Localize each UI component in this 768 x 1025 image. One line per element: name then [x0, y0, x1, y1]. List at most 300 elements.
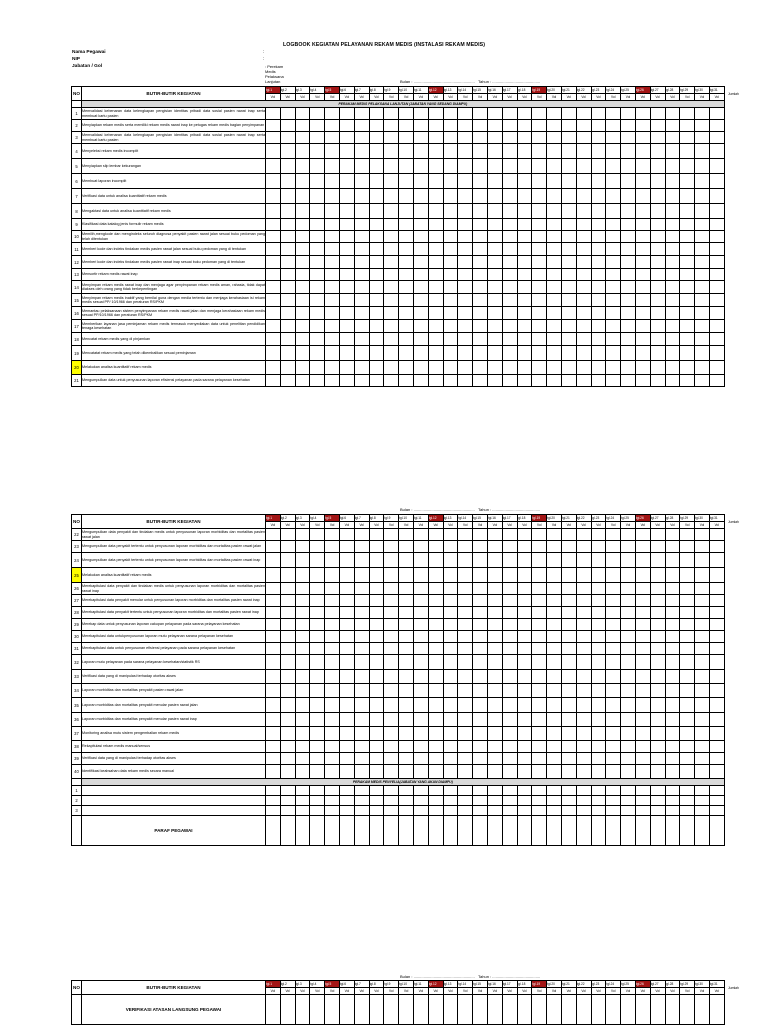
volume-entry-cell[interactable] — [369, 132, 384, 144]
volume-entry-cell[interactable] — [413, 243, 428, 256]
volume-entry-cell[interactable] — [428, 294, 443, 307]
volume-entry-cell[interactable] — [576, 796, 591, 806]
volume-entry-cell[interactable] — [399, 333, 414, 346]
volume-entry-cell[interactable] — [621, 595, 636, 607]
volume-entry-cell[interactable] — [310, 189, 325, 204]
volume-entry-cell[interactable] — [487, 231, 502, 243]
volume-entry-cell[interactable] — [280, 713, 295, 727]
volume-entry-cell[interactable] — [339, 375, 354, 387]
volume-entry-cell[interactable] — [473, 583, 488, 595]
volume-entry-cell[interactable] — [473, 568, 488, 583]
volume-entry-cell[interactable] — [695, 796, 710, 806]
volume-entry-cell[interactable] — [502, 753, 517, 765]
volume-entry-cell[interactable] — [532, 713, 547, 727]
volume-entry-cell[interactable] — [709, 786, 724, 796]
volume-entry-cell[interactable] — [591, 753, 606, 765]
volume-entry-cell[interactable] — [502, 189, 517, 204]
volume-entry-cell[interactable] — [502, 269, 517, 281]
verifikasi-cell[interactable] — [399, 995, 414, 1025]
paraf-cell[interactable] — [502, 816, 517, 846]
volume-entry-cell[interactable] — [295, 108, 310, 120]
volume-entry-cell[interactable] — [354, 727, 369, 741]
volume-entry-cell[interactable] — [576, 231, 591, 243]
volume-entry-cell[interactable] — [339, 753, 354, 765]
volume-entry-cell[interactable] — [354, 269, 369, 281]
volume-entry-cell[interactable] — [680, 595, 695, 607]
volume-entry-cell[interactable] — [517, 189, 532, 204]
volume-entry-cell[interactable] — [695, 307, 710, 320]
volume-entry-cell[interactable] — [709, 765, 724, 779]
volume-entry-cell[interactable] — [384, 741, 399, 753]
volume-entry-cell[interactable] — [502, 655, 517, 670]
volume-entry-cell[interactable] — [384, 204, 399, 219]
volume-entry-cell[interactable] — [680, 144, 695, 159]
volume-entry-cell[interactable] — [295, 294, 310, 307]
volume-entry-cell[interactable] — [458, 643, 473, 655]
volume-entry-cell[interactable] — [443, 670, 458, 684]
volume-entry-cell[interactable] — [517, 741, 532, 753]
volume-entry-cell[interactable] — [266, 174, 281, 189]
volume-entry-cell[interactable] — [280, 670, 295, 684]
paraf-cell[interactable] — [325, 816, 340, 846]
volume-entry-cell[interactable] — [413, 727, 428, 741]
volume-entry-cell[interactable] — [502, 307, 517, 320]
volume-entry-cell[interactable] — [428, 713, 443, 727]
volume-entry-cell[interactable] — [606, 189, 621, 204]
volume-entry-cell[interactable] — [561, 333, 576, 346]
volume-entry-cell[interactable] — [310, 320, 325, 333]
volume-entry-cell[interactable] — [591, 568, 606, 583]
volume-entry-cell[interactable] — [413, 159, 428, 174]
paraf-cell[interactable] — [473, 816, 488, 846]
volume-entry-cell[interactable] — [428, 806, 443, 816]
volume-entry-cell[interactable] — [591, 219, 606, 231]
volume-entry-cell[interactable] — [413, 670, 428, 684]
volume-entry-cell[interactable] — [695, 132, 710, 144]
volume-entry-cell[interactable] — [384, 219, 399, 231]
volume-entry-cell[interactable] — [339, 553, 354, 568]
volume-entry-cell[interactable] — [591, 269, 606, 281]
volume-entry-cell[interactable] — [266, 643, 281, 655]
volume-entry-cell[interactable] — [650, 346, 665, 361]
volume-entry-cell[interactable] — [339, 643, 354, 655]
volume-entry-cell[interactable] — [680, 375, 695, 387]
volume-entry-cell[interactable] — [695, 269, 710, 281]
volume-entry-cell[interactable] — [680, 684, 695, 698]
volume-entry-cell[interactable] — [295, 189, 310, 204]
volume-entry-cell[interactable] — [310, 583, 325, 595]
volume-entry-cell[interactable] — [310, 361, 325, 375]
volume-entry-cell[interactable] — [310, 806, 325, 816]
volume-entry-cell[interactable] — [473, 132, 488, 144]
volume-entry-cell[interactable] — [428, 607, 443, 619]
volume-entry-cell[interactable] — [709, 806, 724, 816]
volume-entry-cell[interactable] — [502, 541, 517, 553]
volume-entry-cell[interactable] — [621, 670, 636, 684]
volume-entry-cell[interactable] — [709, 375, 724, 387]
volume-entry-cell[interactable] — [339, 204, 354, 219]
volume-entry-cell[interactable] — [665, 765, 680, 779]
volume-entry-cell[interactable] — [487, 765, 502, 779]
volume-entry-cell[interactable] — [532, 256, 547, 269]
volume-entry-cell[interactable] — [295, 796, 310, 806]
volume-entry-cell[interactable] — [473, 256, 488, 269]
volume-entry-cell[interactable] — [591, 553, 606, 568]
volume-entry-cell[interactable] — [295, 727, 310, 741]
volume-entry-cell[interactable] — [650, 713, 665, 727]
volume-entry-cell[interactable] — [680, 553, 695, 568]
volume-entry-cell[interactable] — [532, 753, 547, 765]
volume-entry-cell[interactable] — [354, 595, 369, 607]
volume-entry-cell[interactable] — [650, 219, 665, 231]
volume-entry-cell[interactable] — [591, 595, 606, 607]
volume-entry-cell[interactable] — [266, 132, 281, 144]
volume-entry-cell[interactable] — [369, 120, 384, 132]
volume-entry-cell[interactable] — [547, 806, 562, 816]
volume-entry-cell[interactable] — [680, 727, 695, 741]
volume-entry-cell[interactable] — [591, 144, 606, 159]
volume-entry-cell[interactable] — [576, 631, 591, 643]
volume-entry-cell[interactable] — [458, 361, 473, 375]
volume-entry-cell[interactable] — [561, 553, 576, 568]
volume-entry-cell[interactable] — [517, 269, 532, 281]
volume-entry-cell[interactable] — [532, 698, 547, 713]
volume-entry-cell[interactable] — [650, 741, 665, 753]
volume-entry-cell[interactable] — [325, 294, 340, 307]
volume-entry-cell[interactable] — [458, 375, 473, 387]
volume-entry-cell[interactable] — [443, 541, 458, 553]
volume-entry-cell[interactable] — [339, 307, 354, 320]
volume-entry-cell[interactable] — [502, 568, 517, 583]
volume-entry-cell[interactable] — [709, 231, 724, 243]
volume-entry-cell[interactable] — [354, 243, 369, 256]
volume-entry-cell[interactable] — [428, 595, 443, 607]
volume-entry-cell[interactable] — [399, 346, 414, 361]
volume-entry-cell[interactable] — [532, 796, 547, 806]
volume-entry-cell[interactable] — [295, 375, 310, 387]
volume-entry-cell[interactable] — [680, 361, 695, 375]
volume-entry-cell[interactable] — [665, 333, 680, 346]
volume-entry-cell[interactable] — [354, 120, 369, 132]
volume-entry-cell[interactable] — [310, 553, 325, 568]
paraf-cell[interactable] — [517, 816, 532, 846]
volume-entry-cell[interactable] — [517, 753, 532, 765]
volume-entry-cell[interactable] — [650, 655, 665, 670]
volume-entry-cell[interactable] — [458, 698, 473, 713]
volume-entry-cell[interactable] — [621, 307, 636, 320]
volume-entry-cell[interactable] — [295, 619, 310, 631]
volume-entry-cell[interactable] — [606, 333, 621, 346]
volume-entry-cell[interactable] — [635, 529, 650, 541]
volume-entry-cell[interactable] — [280, 727, 295, 741]
volume-entry-cell[interactable] — [695, 231, 710, 243]
volume-entry-cell[interactable] — [443, 765, 458, 779]
volume-entry-cell[interactable] — [413, 786, 428, 796]
volume-entry-cell[interactable] — [532, 806, 547, 816]
volume-entry-cell[interactable] — [310, 753, 325, 765]
volume-entry-cell[interactable] — [473, 307, 488, 320]
volume-entry-cell[interactable] — [709, 219, 724, 231]
volume-entry-cell[interactable] — [650, 174, 665, 189]
volume-entry-cell[interactable] — [591, 541, 606, 553]
volume-entry-cell[interactable] — [413, 619, 428, 631]
volume-entry-cell[interactable] — [591, 583, 606, 595]
volume-entry-cell[interactable] — [650, 698, 665, 713]
volume-entry-cell[interactable] — [369, 231, 384, 243]
volume-entry-cell[interactable] — [709, 269, 724, 281]
volume-entry-cell[interactable] — [384, 281, 399, 294]
volume-entry-cell[interactable] — [621, 529, 636, 541]
volume-entry-cell[interactable] — [473, 765, 488, 779]
volume-entry-cell[interactable] — [473, 269, 488, 281]
volume-entry-cell[interactable] — [280, 607, 295, 619]
volume-entry-cell[interactable] — [709, 698, 724, 713]
volume-entry-cell[interactable] — [369, 541, 384, 553]
volume-entry-cell[interactable] — [561, 786, 576, 796]
volume-entry-cell[interactable] — [709, 281, 724, 294]
volume-entry-cell[interactable] — [650, 670, 665, 684]
volume-entry-cell[interactable] — [266, 607, 281, 619]
volume-entry-cell[interactable] — [650, 727, 665, 741]
volume-entry-cell[interactable] — [635, 132, 650, 144]
volume-entry-cell[interactable] — [591, 806, 606, 816]
volume-entry-cell[interactable] — [665, 256, 680, 269]
volume-entry-cell[interactable] — [606, 655, 621, 670]
volume-entry-cell[interactable] — [517, 120, 532, 132]
volume-entry-cell[interactable] — [354, 607, 369, 619]
volume-entry-cell[interactable] — [547, 189, 562, 204]
volume-entry-cell[interactable] — [443, 231, 458, 243]
volume-entry-cell[interactable] — [443, 189, 458, 204]
volume-entry-cell[interactable] — [280, 120, 295, 132]
volume-entry-cell[interactable] — [428, 120, 443, 132]
volume-entry-cell[interactable] — [547, 595, 562, 607]
volume-entry-cell[interactable] — [695, 204, 710, 219]
volume-entry-cell[interactable] — [665, 132, 680, 144]
volume-entry-cell[interactable] — [325, 269, 340, 281]
volume-entry-cell[interactable] — [635, 361, 650, 375]
volume-entry-cell[interactable] — [280, 684, 295, 698]
volume-entry-cell[interactable] — [591, 281, 606, 294]
volume-entry-cell[interactable] — [665, 120, 680, 132]
volume-entry-cell[interactable] — [458, 333, 473, 346]
volume-entry-cell[interactable] — [443, 219, 458, 231]
volume-entry-cell[interactable] — [709, 741, 724, 753]
volume-entry-cell[interactable] — [280, 320, 295, 333]
paraf-cell[interactable] — [428, 816, 443, 846]
volume-entry-cell[interactable] — [561, 256, 576, 269]
volume-entry-cell[interactable] — [310, 670, 325, 684]
volume-entry-cell[interactable] — [680, 120, 695, 132]
volume-entry-cell[interactable] — [650, 796, 665, 806]
volume-entry-cell[interactable] — [325, 684, 340, 698]
volume-entry-cell[interactable] — [428, 189, 443, 204]
volume-entry-cell[interactable] — [280, 375, 295, 387]
volume-entry-cell[interactable] — [458, 765, 473, 779]
volume-entry-cell[interactable] — [339, 655, 354, 670]
volume-entry-cell[interactable] — [606, 796, 621, 806]
volume-entry-cell[interactable] — [443, 684, 458, 698]
volume-entry-cell[interactable] — [576, 375, 591, 387]
volume-entry-cell[interactable] — [310, 120, 325, 132]
volume-entry-cell[interactable] — [369, 108, 384, 120]
volume-entry-cell[interactable] — [502, 684, 517, 698]
volume-entry-cell[interactable] — [428, 108, 443, 120]
volume-entry-cell[interactable] — [680, 619, 695, 631]
volume-entry-cell[interactable] — [695, 333, 710, 346]
volume-entry-cell[interactable] — [280, 786, 295, 796]
volume-entry-cell[interactable] — [547, 643, 562, 655]
volume-entry-cell[interactable] — [428, 231, 443, 243]
volume-entry-cell[interactable] — [266, 346, 281, 361]
volume-entry-cell[interactable] — [487, 375, 502, 387]
volume-entry-cell[interactable] — [428, 333, 443, 346]
volume-entry-cell[interactable] — [621, 375, 636, 387]
volume-entry-cell[interactable] — [310, 243, 325, 256]
volume-entry-cell[interactable] — [310, 294, 325, 307]
volume-entry-cell[interactable] — [606, 786, 621, 796]
volume-entry-cell[interactable] — [591, 619, 606, 631]
volume-entry-cell[interactable] — [576, 294, 591, 307]
volume-entry-cell[interactable] — [532, 269, 547, 281]
volume-entry-cell[interactable] — [517, 806, 532, 816]
volume-entry-cell[interactable] — [473, 333, 488, 346]
volume-entry-cell[interactable] — [310, 727, 325, 741]
volume-entry-cell[interactable] — [384, 108, 399, 120]
volume-entry-cell[interactable] — [413, 174, 428, 189]
volume-entry-cell[interactable] — [502, 375, 517, 387]
volume-entry-cell[interactable] — [532, 595, 547, 607]
volume-entry-cell[interactable] — [458, 269, 473, 281]
volume-entry-cell[interactable] — [517, 595, 532, 607]
volume-entry-cell[interactable] — [502, 713, 517, 727]
paraf-cell[interactable] — [635, 816, 650, 846]
volume-entry-cell[interactable] — [280, 741, 295, 753]
volume-entry-cell[interactable] — [325, 786, 340, 796]
volume-entry-cell[interactable] — [606, 108, 621, 120]
volume-entry-cell[interactable] — [532, 320, 547, 333]
volume-entry-cell[interactable] — [517, 159, 532, 174]
volume-entry-cell[interactable] — [621, 361, 636, 375]
volume-entry-cell[interactable] — [339, 243, 354, 256]
volume-entry-cell[interactable] — [443, 796, 458, 806]
volume-entry-cell[interactable] — [532, 619, 547, 631]
volume-entry-cell[interactable] — [458, 346, 473, 361]
volume-entry-cell[interactable] — [709, 631, 724, 643]
activity-entry-cell[interactable] — [82, 796, 266, 806]
volume-entry-cell[interactable] — [266, 243, 281, 256]
volume-entry-cell[interactable] — [325, 189, 340, 204]
volume-entry-cell[interactable] — [517, 204, 532, 219]
volume-entry-cell[interactable] — [561, 294, 576, 307]
volume-entry-cell[interactable] — [399, 607, 414, 619]
volume-entry-cell[interactable] — [650, 189, 665, 204]
volume-entry-cell[interactable] — [680, 320, 695, 333]
volume-entry-cell[interactable] — [428, 643, 443, 655]
volume-entry-cell[interactable] — [354, 670, 369, 684]
verifikasi-cell[interactable] — [502, 995, 517, 1025]
volume-entry-cell[interactable] — [665, 607, 680, 619]
volume-entry-cell[interactable] — [280, 189, 295, 204]
volume-entry-cell[interactable] — [665, 307, 680, 320]
volume-entry-cell[interactable] — [369, 786, 384, 796]
verifikasi-cell[interactable] — [709, 995, 724, 1025]
volume-entry-cell[interactable] — [591, 231, 606, 243]
volume-entry-cell[interactable] — [561, 727, 576, 741]
volume-entry-cell[interactable] — [443, 583, 458, 595]
volume-entry-cell[interactable] — [295, 204, 310, 219]
volume-entry-cell[interactable] — [399, 643, 414, 655]
volume-entry-cell[interactable] — [621, 108, 636, 120]
volume-entry-cell[interactable] — [266, 595, 281, 607]
volume-entry-cell[interactable] — [458, 189, 473, 204]
volume-entry-cell[interactable] — [339, 361, 354, 375]
volume-entry-cell[interactable] — [310, 765, 325, 779]
volume-entry-cell[interactable] — [280, 595, 295, 607]
volume-entry-cell[interactable] — [547, 741, 562, 753]
volume-entry-cell[interactable] — [384, 595, 399, 607]
volume-entry-cell[interactable] — [695, 684, 710, 698]
volume-entry-cell[interactable] — [384, 553, 399, 568]
volume-entry-cell[interactable] — [384, 529, 399, 541]
volume-entry-cell[interactable] — [680, 174, 695, 189]
volume-entry-cell[interactable] — [532, 189, 547, 204]
volume-entry-cell[interactable] — [295, 553, 310, 568]
volume-entry-cell[interactable] — [443, 108, 458, 120]
volume-entry-cell[interactable] — [295, 568, 310, 583]
volume-entry-cell[interactable] — [532, 583, 547, 595]
volume-entry-cell[interactable] — [266, 281, 281, 294]
volume-entry-cell[interactable] — [325, 698, 340, 713]
volume-entry-cell[interactable] — [443, 698, 458, 713]
volume-entry-cell[interactable] — [413, 643, 428, 655]
volume-entry-cell[interactable] — [502, 231, 517, 243]
volume-entry-cell[interactable] — [487, 786, 502, 796]
volume-entry-cell[interactable] — [532, 375, 547, 387]
volume-entry-cell[interactable] — [295, 132, 310, 144]
volume-entry-cell[interactable] — [695, 727, 710, 741]
volume-entry-cell[interactable] — [665, 346, 680, 361]
volume-entry-cell[interactable] — [532, 670, 547, 684]
volume-entry-cell[interactable] — [591, 132, 606, 144]
volume-entry-cell[interactable] — [399, 243, 414, 256]
volume-entry-cell[interactable] — [325, 333, 340, 346]
volume-entry-cell[interactable] — [280, 307, 295, 320]
volume-entry-cell[interactable] — [443, 553, 458, 568]
volume-entry-cell[interactable] — [325, 753, 340, 765]
volume-entry-cell[interactable] — [621, 619, 636, 631]
volume-entry-cell[interactable] — [413, 108, 428, 120]
volume-entry-cell[interactable] — [621, 607, 636, 619]
volume-entry-cell[interactable] — [369, 529, 384, 541]
volume-entry-cell[interactable] — [325, 727, 340, 741]
volume-entry-cell[interactable] — [502, 619, 517, 631]
volume-entry-cell[interactable] — [709, 189, 724, 204]
volume-entry-cell[interactable] — [680, 583, 695, 595]
volume-entry-cell[interactable] — [547, 159, 562, 174]
volume-entry-cell[interactable] — [532, 568, 547, 583]
volume-entry-cell[interactable] — [695, 219, 710, 231]
volume-entry-cell[interactable] — [695, 144, 710, 159]
volume-entry-cell[interactable] — [517, 631, 532, 643]
paraf-cell[interactable] — [384, 816, 399, 846]
paraf-cell[interactable] — [413, 816, 428, 846]
volume-entry-cell[interactable] — [487, 189, 502, 204]
volume-entry-cell[interactable] — [561, 320, 576, 333]
volume-entry-cell[interactable] — [576, 243, 591, 256]
volume-entry-cell[interactable] — [635, 643, 650, 655]
volume-entry-cell[interactable] — [399, 553, 414, 568]
